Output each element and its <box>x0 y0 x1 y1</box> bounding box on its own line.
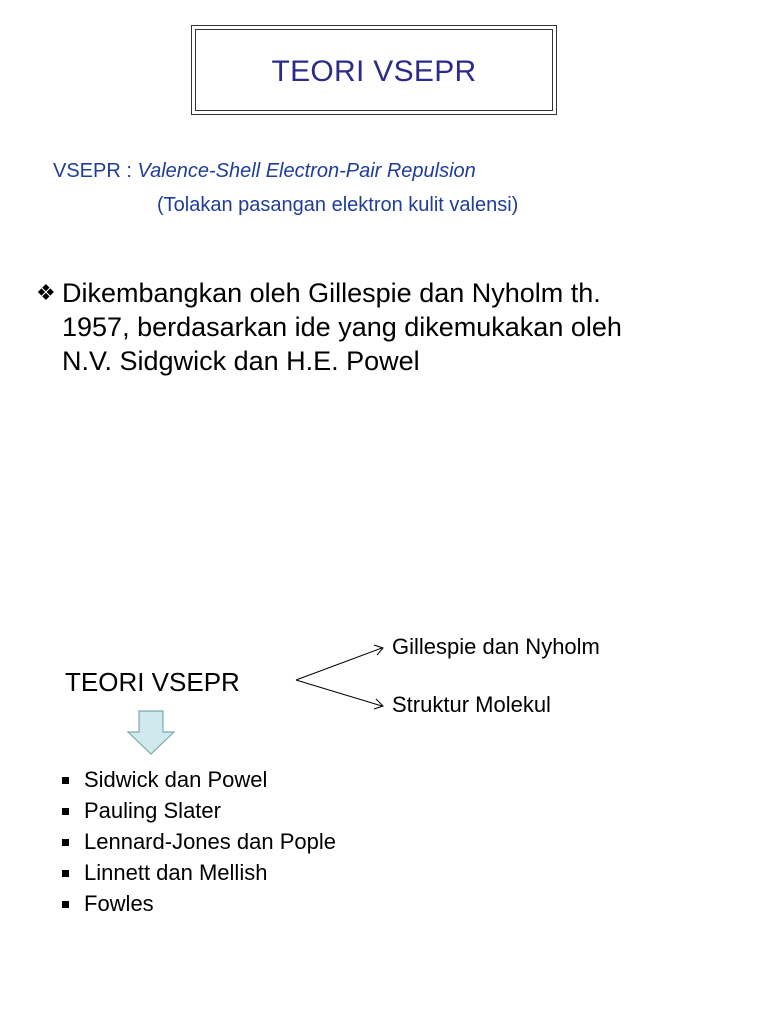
definition-prefix: VSEPR : <box>53 160 138 182</box>
list-item: Sidwick dan Powel <box>60 764 344 795</box>
diagram-label: TEORI VSEPR <box>65 667 240 697</box>
definition-translation: (Tolakan pasangan elektron kulit valensi) <box>157 194 519 216</box>
down-arrow-icon <box>126 710 176 756</box>
title-box <box>191 25 557 115</box>
bullet-line: N.V. Sidgwick dan H.E. Powel <box>62 346 420 376</box>
square-bullet-icon <box>62 901 69 908</box>
page-title: TEORI VSEPR <box>271 55 477 88</box>
list-item: Pauling Slater <box>60 795 344 826</box>
branch-arrows <box>290 640 390 720</box>
square-bullet-icon <box>62 870 69 877</box>
definition-term: Valence-Shell Electron-Pair Repulsion <box>137 160 476 182</box>
diamond-bullet-icon: ❖ <box>36 280 56 305</box>
bullet-line: 1957, berdasarkan ide yang dikemukakan oleh <box>62 312 622 342</box>
bullet-paragraph <box>36 276 736 378</box>
influences-list <box>60 764 344 919</box>
bullet-line: Dikembangkan oleh Gillespie dan Nyholm th. <box>62 278 601 308</box>
branch-arrow-bottom <box>296 680 383 709</box>
list-item: Fowles <box>60 888 344 919</box>
definition-line <box>53 160 476 183</box>
list-item: Linnett dan Mellish <box>60 857 344 888</box>
square-bullet-icon <box>62 839 69 846</box>
square-bullet-icon <box>62 777 69 784</box>
branch-label-bottom: Struktur Molekul <box>392 692 551 717</box>
square-bullet-icon <box>62 808 69 815</box>
branch-label-top: Gillespie dan Nyholm <box>392 634 600 659</box>
branch-arrow-top <box>296 645 383 680</box>
list-item: Lennard-Jones dan Pople <box>60 826 344 857</box>
